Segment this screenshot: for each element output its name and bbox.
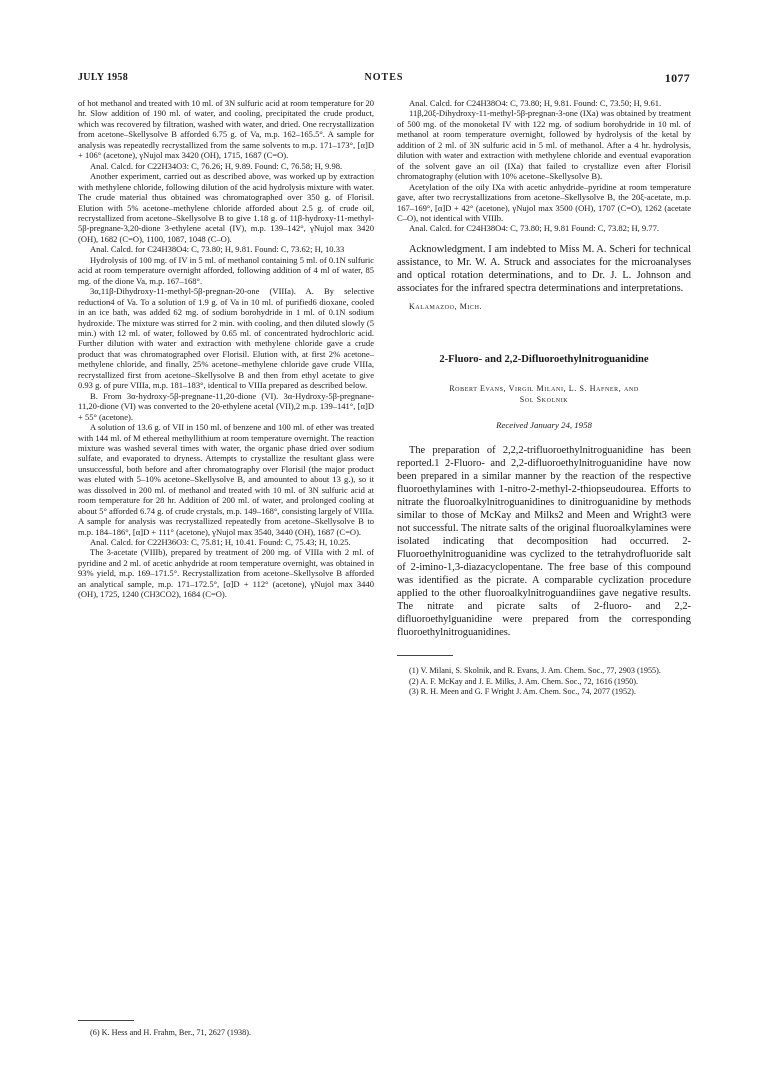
authors [397,383,691,405]
paragraph: of hot methanol and treated with 10 ml. of 3N sulfuric acid at room temperature for 20 hr. Slow addition of 190 ml. of water, and cooling, precipitated the crude product, which was recovered by filtration, washed with water, and dried. One recrystallization from acetone–Skellysolve B afforded 6.75 g. of Va, m.p. 162–165.5°. A sample for analysis was repeatedly recrystallized from the same solvents to m.p. 171–173°, [α]D + 106° (acetone), γNujol max 3420 (OH), 1715, 1687 (C=O). [78,98,374,161]
received-date: Received January 24, 1958 [496,420,592,431]
paragraph: 11β,20ξ-Dihydroxy-11-methyl-5β-pregnan-3-one (IXa) was obtained by treatment of 500 mg. of the monoketal IV with 122 mg. of sodium borohydride in 10 ml. of methanol at room temperature overnight, followed by hydrolysis of the ketal by addition of 2 ml. of 3N sulfuric acid in 5 ml. of methanol. After a 4 hr. hydrolysis, dilution with water and extraction with methylene chloride and eventual evaporation of the solvent gave an oil (IXa) that failed to crystallize even after Florisil chromatography (elution with 10% acetone–Skellysolve B). [397,108,691,182]
header-section: NOTES [364,72,404,83]
article-body: The preparation of 2,2,2-trifluoroethylnitroguanidine has been reported.1 2-Fluoro- and 2,2-difluoroethylnitroguanidine have now been prepared in a similar manner by the reaction of the respective fluoroethylamines with 1-nitro-2-methyl-2-thiopseudourea. Efforts to nitrate the fluoroalkylnitroguanidines to dinitroguanidine by methods similar to those of McKay and Milks2 and Meen and Wright3 were not successful. The nitrate salts of the original fluoroalkylamines were isolated indicating that decomposition had occurred. 2-Fluoroethylnitroguanidine was cyclized to the tetrahydrofluoride salt of 2-imino-1,3-diazacyclopentane. The free base of this compound was identified as the picrate. A comparable cyclization procedure applied to the other fluoroalkylnitroguandiines gave negative results. The nitrate and picrate salts of 2-fluoro- and 2,2-difluoroethylguanidine were prepared from the corresponding fluoroethylnitroguanidines. [397,444,691,639]
authors-line: Sol Skolnik [519,395,569,405]
analysis-paragraph: Anal. Calcd. for C22H36O3: C, 75.81; H, 10.41. Found: C, 75.43; H, 10.25. [90,537,351,548]
authors-line: Robert Evans, Virgil Milani, L. S. Hafner, and [449,384,639,394]
right-column [397,98,691,697]
footnote: (6) K. Hess and H. Frahm, Ber., 71, 2627 (1938). [90,1028,251,1037]
acknowledgment: Acknowledgment. I am indebted to Miss M. A. Scheri for technical assistance, to Mr. W. A. Struck and associates for the microanalyses and optical rotation determinations, and to Dr. J. L. Johnson and associates for the infrared spectra determinations and interpretations. [397,243,691,295]
footnote: (1) V. Milani, S. Skolnik, and R. Evans, J. Am. Chem. Soc., 77, 2903 (1955). [409,666,661,676]
paragraph: Another experiment, carried out as described above, was worked up by extraction with methylene chloride, following dilution of the acid hydrolysis mixture with water. The crude material thus obtained was chromatographed over 350 g. of Florisil. Elution with 5% acetone–methylene chloride afforded about 2.5 g. of crude oil, recrystallized from acetone–Skellysolve B to give 1.18 g. of 11β-hydroxy-11-methyl-5β-pregnane-3,20-dione 3-ethylene acetal (IV), m.p. 139–142°, γNujol max 3420 (OH), 1682 (C=O), 1100, 1087, 1048 (C–O). [78,171,374,244]
analysis-paragraph: Anal. Calcd. for C22H34O3: C, 76.26; H, 9.89. Found: C, 76.58; H, 9.98. [90,160,343,171]
paragraph: A solution of 13.6 g. of VII in 150 ml. of benzene and 100 ml. of ether was treated with 144 ml. of M ethereal methyllithium at room temperature overnight. The reaction mixture was washed several times with water, the organic phase dried over sodium sulfate, and evaporated to dryness. Attempts to crystallize the resultant glass were unsuccessful, both before and after chromatography over Florisil (the major product was eluted with 5–10% acetone–Skellysolve B, and amounted to about 13 g.), so it was dissolved in 200 ml. of methanol and treated with 10 ml. of 3N sulfuric acid at room temperature for 28 hr. Addition of 200 ml. of water, and prolonged cooling at about 5° afforded 6.74 g. of crude crystals, m.p. 149–168°, consisting largely of VIIIa. A sample for analysis was recrystallized repeatedly from acetone–Skellysolve B to m.p. 184–186°, [α]D + 111° (acetone), γNujol max 3540, 3440 (OH), 1687 (C=O). [78,422,374,537]
paragraph: B. From 3α-hydroxy-5β-pregnane-11,20-dione (VI). 3α-Hydroxy-5β-pregnane-11,20-dione (VI) was converted to the 20-ethylene acetal (VII),2 m.p. 139–141°, [α]D + 55° (acetone). [78,390,374,422]
footnote-rule [397,655,453,656]
footnote-rule [78,1020,134,1021]
analysis-paragraph: Anal. Calcd. for C24H38O4: C, 73.80; H, 9.81 Found: C, 73.82; H, 9.77. [409,223,659,234]
footnote: (3) R. H. Meen and G. F Wright J. Am. Chem. Soc., 74, 2077 (1952). [409,686,636,696]
left-footnotes [78,1020,374,1038]
paragraph: 3α,11β-Dihydroxy-11-methyl-5β-pregnan-20-one (VIIIa). A. By selective reduction4 of Va. To a solution of 1.9 g. of Va in 10 ml. of purified6 dioxane, cooled in an ice bath, was added 62 mg. of sodium borohydride in 1 ml. of 0.1N sodium hydroxide. The mixture was stirred for 2 min. with cooling, and then diluted slowly (5 min.) with 12 ml. of water, followed by 0.65 ml. of concentrated hydrochloric acid. Further dilution with water and extraction with methylene chloride gave a crude product that was chromatographed over Florisil. Elution with, at first 2% acetone–methylene chloride, and finally, 25% acetone–methylene chloride gave crude VIIIa, recrystallized first from acetone–Skellysolve B and then from ethyl acetate to give 0.93 g. of pure VIIIa, m.p. 181–183°, identical to VIIIa prepared as described below. [78,286,374,391]
paragraph: Acetylation of the oily IXa with acetic anhydride–pyridine at room temperature gave, after two recrystallizations from acetone–Skellysolve B, the 20ξ-acetate, m.p. 167–169°, [α]D + 42° (acetone), γNujol max 3500 (OH), 1707 (C=O), 1262 (acetate C–O), not identical with VIIIb. [397,181,691,223]
left-column [78,98,374,600]
analysis-paragraph: Anal. Calcd. for C24H38O4: C, 73.80; H, 9.81. Found: C, 73.62; H, 10.33 [90,244,345,255]
running-header [78,72,690,86]
affiliation-place: Kalamazoo, Mich. [409,302,483,312]
page-number: 1077 [664,71,690,85]
analysis-paragraph: Anal. Calcd. for C24H38O4: C, 73.80; H, 9.81. Found: C, 73.50; H, 9.61. [409,98,662,108]
article-title: 2-Fluoro- and 2,2-Difluoroethylnitroguanidine [439,353,649,365]
paragraph: Hydrolysis of 100 mg. of IV in 5 ml. of methanol containing 5 ml. of 0.1N sulfuric acid at room temperature overnight afforded, following addition of 4 ml of water, 85 mg. of the dione Va, m.p. 167–168°. [78,254,374,286]
footnote: (2) A. F. McKay and J. E. Milks, J. Am. Chem. Soc., 72, 1616 (1950). [409,676,639,686]
paragraph: The 3-acetate (VIIIb), prepared by treatment of 200 mg. of VIIIa with 2 ml. of pyridine and 2 ml. of acetic anhydride at room temperature overnight, was obtained in 93% yield, m.p. 169–171.5°. Recrystallization from acetone–Skellysolve B afforded an analytical sample, m.p. 171–172.5°, [α]D + 112° (acetone), γNujol max 3440 (OH), 1725, 1240 (CH3CO2), 1684 (C=O). [78,547,374,600]
header-date: JULY 1958 [78,72,129,83]
